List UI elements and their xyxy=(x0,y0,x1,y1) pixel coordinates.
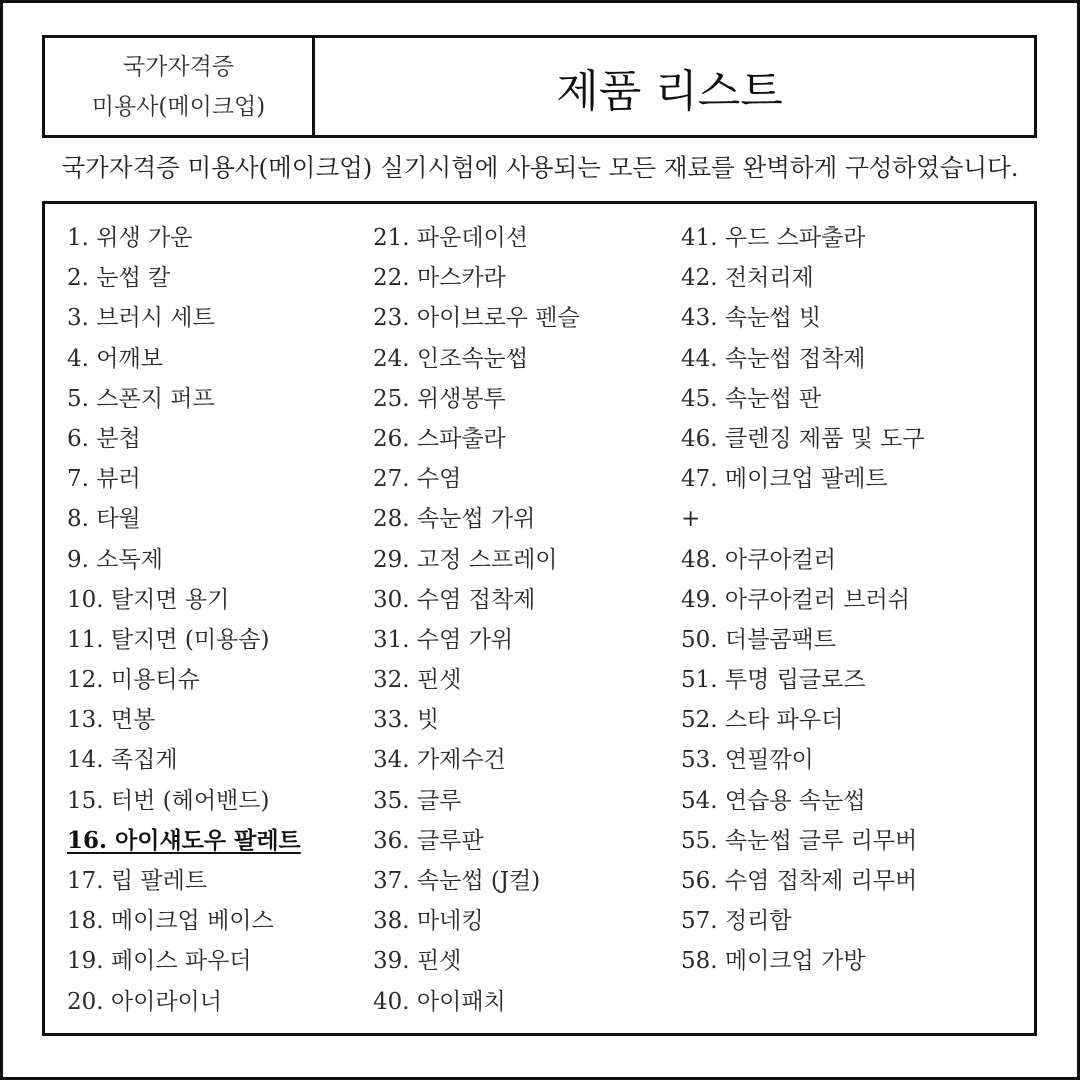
list-item: 38. 마네킹 xyxy=(373,908,484,935)
product-column-1 xyxy=(67,218,301,1022)
product-column-3 xyxy=(681,218,925,982)
list-item: 13. 면봉 xyxy=(67,707,156,734)
list-item: 9. 소독제 xyxy=(67,546,163,573)
list-item: 24. 인조속눈썹 xyxy=(373,345,528,372)
list-item: 54. 연습용 속눈썹 xyxy=(681,787,866,814)
list-item: 33. 빗 xyxy=(373,707,440,734)
list-item: 47. 메이크업 팔레트 xyxy=(681,466,888,493)
list-item: 20. 아이라이너 xyxy=(67,988,222,1015)
list-item: 45. 속눈썹 판 xyxy=(681,385,822,412)
list-item: 26. 스파출라 xyxy=(373,425,506,452)
list-item: 53. 연필깎이 xyxy=(681,747,814,774)
list-item: 40. 아이패치 xyxy=(373,988,506,1015)
list-item-highlighted: 16. 아이섀도우 팔레트 xyxy=(67,826,301,854)
list-item: 58. 메이크업 가방 xyxy=(681,948,866,975)
list-item: 30. 수염 접착제 xyxy=(373,586,536,613)
list-item: 19. 페이스 파우더 xyxy=(67,948,252,975)
list-item: 36. 글루판 xyxy=(373,827,484,854)
header-certification-label xyxy=(45,38,315,135)
list-item: 12. 미용티슈 xyxy=(67,667,200,694)
list-item: 46. 클렌징 제품 및 도구 xyxy=(681,425,925,452)
list-item: 48. 아쿠아컬러 xyxy=(681,546,836,573)
page-title: 제품 리스트 xyxy=(556,65,783,117)
product-column-2 xyxy=(373,218,580,1022)
list-item: 10. 탈지면 용기 xyxy=(67,586,230,613)
list-item: 6. 분첩 xyxy=(67,425,141,452)
list-item: 1. 위생 가운 xyxy=(67,225,193,251)
subtitle: 국가자격증 미용사(메이크업) 실기시험에 사용되는 모든 재료를 완벽하게 구성하였습니다. xyxy=(61,153,1019,182)
list-item: 56. 수염 접착제 리무버 xyxy=(681,868,918,894)
header-line-2: 미용사(메이크업) xyxy=(91,93,266,120)
list-item: 52. 스타 파우더 xyxy=(681,707,844,734)
list-item: 2. 눈썹 칼 xyxy=(67,265,171,292)
list-item: 25. 위생봉투 xyxy=(373,385,506,412)
list-item: 51. 투명 립글로즈 xyxy=(681,667,866,694)
list-item: 7. 뷰러 xyxy=(67,466,141,493)
list-item: 41. 우드 스파출라 xyxy=(681,225,866,251)
list-item: 42. 전처리제 xyxy=(681,265,814,292)
list-item: 43. 속눈썹 빗 xyxy=(681,305,822,332)
list-item: 39. 핀셋 xyxy=(373,948,462,975)
header-line-1: 국가자격증 xyxy=(122,53,235,80)
list-item: 4. 어깨보 xyxy=(67,345,163,372)
list-item: 21. 파운데이션 xyxy=(373,225,528,251)
list-item: 8. 타월 xyxy=(67,506,141,533)
list-item: 11. 탈지면 (미용솜) xyxy=(67,626,270,653)
list-item: 35. 글루 xyxy=(373,787,462,814)
list-item: 44. 속눈썹 접착제 xyxy=(681,345,866,372)
list-item: 29. 고정 스프레이 xyxy=(373,546,558,573)
list-item: 15. 터번 (헤어밴드) xyxy=(67,787,270,814)
list-item: 34. 가제수건 xyxy=(373,747,506,774)
plus-separator: + xyxy=(681,506,701,533)
list-item: 14. 족집게 xyxy=(67,747,178,774)
list-item: 37. 속눈썹 (J컬) xyxy=(373,868,541,894)
list-item: 22. 마스카라 xyxy=(373,265,506,292)
list-item: 3. 브러시 세트 xyxy=(67,305,215,332)
list-item: 49. 아쿠아컬러 브러쉬 xyxy=(681,586,910,613)
list-item: 55. 속눈썹 글루 리무버 xyxy=(681,827,918,854)
list-item: 17. 립 팔레트 xyxy=(67,868,208,894)
list-item: 32. 핀셋 xyxy=(373,667,462,694)
list-item: 50. 더블콤팩트 xyxy=(681,626,836,653)
header-box xyxy=(42,35,1037,138)
list-item: 31. 수염 가위 xyxy=(373,626,514,653)
list-item: 5. 스폰지 퍼프 xyxy=(67,385,215,412)
list-item: 23. 아이브로우 펜슬 xyxy=(373,305,580,332)
list-item: 28. 속눈썹 가위 xyxy=(373,506,536,533)
list-item: 18. 메이크업 베이스 xyxy=(67,908,274,935)
list-item: 27. 수염 xyxy=(373,466,462,493)
product-list-box xyxy=(42,201,1037,1036)
list-item: 57. 정리함 xyxy=(681,908,792,935)
